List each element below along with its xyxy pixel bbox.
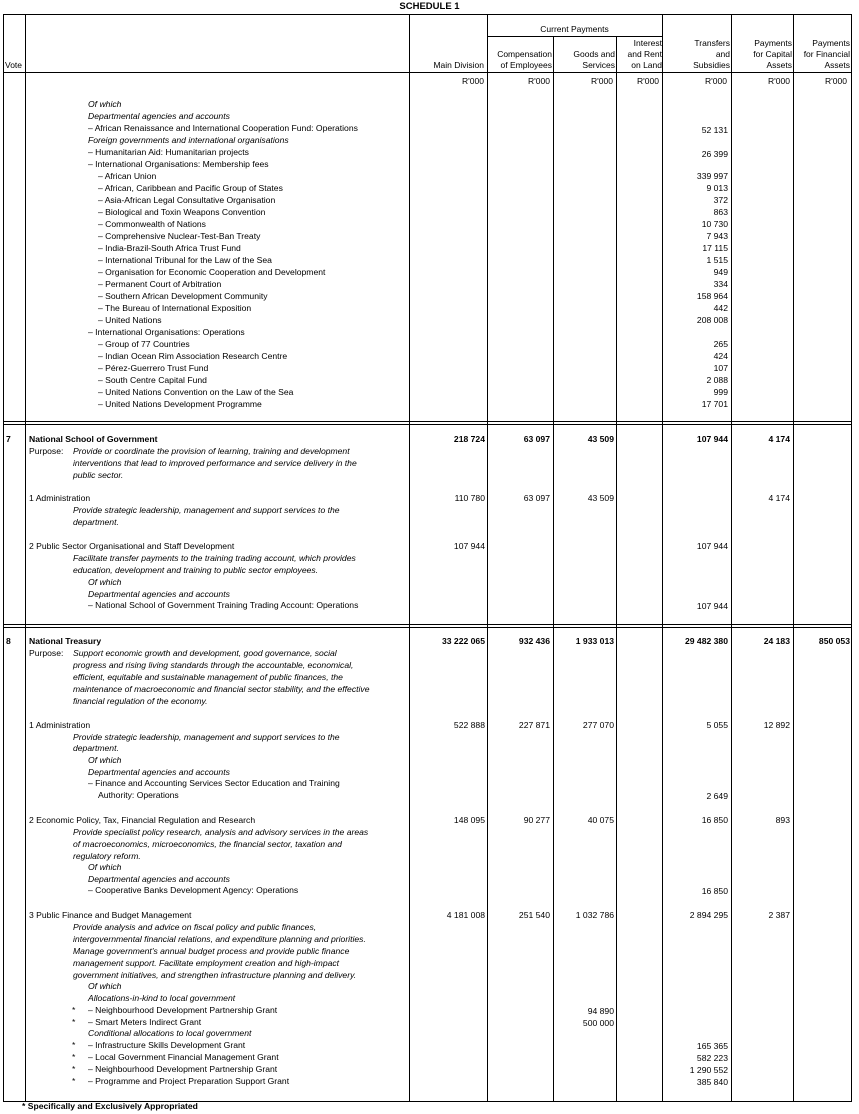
header-line: Goods and — [573, 49, 615, 59]
programme-description: of macroeconomics, microeconomics, the financial sector, taxation and — [73, 839, 342, 849]
amount-transfers: 107 944 — [696, 541, 728, 551]
header-line: Transfers — [694, 38, 730, 48]
unit-label: R'000 — [637, 76, 659, 86]
line-item: – United Nations Convention on the Law of the Sea — [98, 387, 294, 397]
category-label: Foreign governments and international organisations — [88, 135, 289, 145]
category-label: Departmental agencies and accounts — [88, 589, 230, 599]
header-line: Assets — [766, 60, 792, 70]
line-item: – Pérez-Guerrero Trust Fund — [98, 363, 209, 373]
line-item: – Smart Meters Indirect Grant — [88, 1017, 202, 1027]
amount-transfers: 158 964 — [696, 291, 728, 301]
category-label: Conditional allocations to local government — [88, 1028, 252, 1038]
vote-number: 8 — [6, 636, 11, 646]
amount-compensation: 63 097 — [523, 434, 550, 444]
header-line: Assets — [824, 60, 850, 70]
line-item: – The Bureau of International Exposition — [98, 303, 252, 313]
unit-label: R'000 — [705, 76, 727, 86]
programme-description: department. — [73, 517, 119, 527]
line-item: – African, Caribbean and Pacific Group of States — [98, 183, 283, 193]
line-item: – Local Government Financial Management Grant — [88, 1052, 279, 1062]
of-which-label: Of which — [88, 577, 122, 587]
amount-main-division: 148 095 — [453, 815, 485, 825]
amount-transfers: 339 997 — [696, 171, 728, 181]
unit-label: R'000 — [528, 76, 550, 86]
footnote: * Specifically and Exclusively Appropriated — [22, 1101, 198, 1111]
amount-goods-services: 500 000 — [582, 1018, 614, 1028]
programme-name: 2 Economic Policy, Tax, Financial Regulation and Research — [29, 815, 256, 825]
col-divider — [553, 36, 554, 1102]
line-item: – African Union — [98, 171, 157, 181]
category-label: Departmental agencies and accounts — [88, 874, 230, 884]
header-line: Payments — [754, 38, 792, 48]
amount-transfers: 9 013 — [706, 183, 728, 193]
line-item: – African Renaissance and International Cooperation Fund: Operations — [88, 123, 358, 133]
line-item: – Permanent Court of Arbitration — [98, 279, 222, 289]
amount-transfers: 17 701 — [701, 399, 728, 409]
vote-number: 7 — [6, 434, 11, 444]
amount-transfers: 949 — [713, 267, 728, 277]
purpose-text: Support economic growth and development, good governance, social — [73, 648, 337, 658]
col-divider — [793, 14, 794, 1102]
amount-transfers: 7 943 — [706, 231, 728, 241]
line-item: – International Organisations: Operations — [88, 327, 245, 337]
header-subrule — [487, 36, 662, 37]
purpose-label: Purpose: — [29, 446, 64, 456]
amount-transfers: 265 — [713, 339, 728, 349]
line-item: – Commonwealth of Nations — [98, 219, 206, 229]
header-line: and — [715, 49, 730, 59]
programme-description: Facilitate transfer payments to the training trading account, which provides — [73, 553, 356, 563]
line-item: – Neighbourhood Development Partnership Grant — [88, 1064, 278, 1074]
amount-goods-services: 43 509 — [587, 493, 614, 503]
col-divider — [409, 14, 410, 1102]
amount-capital-assets: 4 174 — [768, 493, 790, 503]
amount-compensation: 90 277 — [523, 815, 550, 825]
line-item: – Asia-African Legal Consultative Organisation — [98, 195, 276, 205]
amount-transfers: 52 131 — [701, 125, 728, 135]
amount-transfers: 107 944 — [696, 434, 728, 444]
programme-name: 2 Public Sector Organisational and Staff Development — [29, 541, 235, 551]
category-label: Of which — [88, 99, 122, 109]
header-goods-services — [554, 49, 615, 71]
amount-transfers: 372 — [713, 195, 728, 205]
line-item: – Humanitarian Aid: Humanitarian projects — [88, 147, 249, 157]
amount-capital-assets: 12 892 — [763, 720, 790, 730]
line-item: – South Centre Capital Fund — [98, 375, 207, 385]
line-item: – United Nations Development Programme — [98, 399, 262, 409]
header-interest-rent — [617, 38, 662, 71]
line-item: – International Organisations: Membership fees — [88, 159, 269, 169]
amount-compensation: 63 097 — [523, 493, 550, 503]
amount-transfers: 582 223 — [696, 1053, 728, 1063]
category-label: Departmental agencies and accounts — [88, 767, 230, 777]
programme-description: intergovernmental financial relations, and expenditure planning and priorities. — [73, 934, 366, 944]
purpose-text: progress and rising living standards through the accountable, economical, — [73, 660, 354, 670]
vote-name: National Treasury — [29, 636, 102, 646]
header-line: Interest — [633, 38, 662, 48]
line-item: – India-Brazil-South Africa Trust Fund — [98, 243, 241, 253]
of-which-label: Of which — [88, 755, 122, 765]
amount-main-division: 33 222 065 — [441, 636, 485, 646]
programme-description: Manage government's annual budget process and provide public finance — [73, 946, 350, 956]
amount-transfers: 16 850 — [701, 815, 728, 825]
purpose-text: efficient, equitable and sustainable management of public finances, the — [73, 672, 343, 682]
line-item: – Comprehensive Nuclear-Test-Ban Treaty — [98, 231, 261, 241]
amount-transfers: 26 399 — [701, 149, 728, 159]
category-label: Departmental agencies and accounts — [88, 111, 230, 121]
purpose-text: maintenance of macroeconomic and financial sector stability, and the effective — [73, 684, 370, 694]
col-divider — [731, 14, 732, 1102]
line-item: – United Nations — [98, 315, 162, 325]
programme-description: department. — [73, 743, 119, 753]
programme-description: Provide analysis and advice on fiscal policy and public finances, — [73, 922, 317, 932]
amount-transfers: 16 850 — [701, 886, 728, 896]
amount-transfers: 29 482 380 — [684, 636, 728, 646]
programme-name: 3 Public Finance and Budget Management — [29, 910, 192, 920]
vote-name: National School of Government — [29, 434, 158, 444]
amount-transfers: 334 — [713, 279, 728, 289]
programme-description: regulatory reform. — [73, 851, 141, 861]
line-item: – National School of Government Training Trading Account: Operations — [88, 600, 359, 610]
amount-transfers: 17 115 — [702, 243, 728, 253]
appropriation-marker: * — [72, 1064, 76, 1074]
programme-description: Provide strategic leadership, management and support services to the — [73, 732, 340, 742]
purpose-text: public sector. — [73, 470, 124, 480]
appropriation-marker: * — [72, 1076, 76, 1086]
of-which-label: Of which — [88, 981, 122, 991]
line-item: – Organisation for Economic Cooperation and Development — [98, 267, 326, 277]
programme-name: 1 Administration — [29, 720, 91, 730]
line-item: – Southern African Development Community — [98, 291, 268, 301]
header-vote: Vote — [5, 60, 23, 70]
purpose-text: financial regulation of the economy. — [73, 696, 208, 706]
amount-transfers: 1 515 — [706, 255, 728, 265]
amount-transfers: 208 008 — [696, 315, 728, 325]
amount-transfers: 2 088 — [706, 375, 728, 385]
appropriation-marker: * — [72, 1040, 76, 1050]
line-item: Authority: Operations — [98, 790, 179, 800]
amount-transfers: 165 365 — [696, 1041, 728, 1051]
header-rule — [3, 72, 852, 73]
amount-transfers: 107 — [713, 363, 728, 373]
header-main-division: Main Division — [433, 60, 484, 70]
amount-financial-assets: 850 053 — [818, 636, 850, 646]
of-which-label: Of which — [88, 862, 122, 872]
line-item: – Finance and Accounting Services Sector Education and Training — [88, 778, 340, 788]
appropriation-marker: * — [72, 1052, 76, 1062]
header-line: of Employees — [500, 60, 552, 70]
purpose-text: interventions that lead to improved performance and service delivery in the — [73, 458, 357, 468]
header-line: Services — [582, 60, 615, 70]
header-line: Payments — [812, 38, 850, 48]
line-item: – Group of 77 Countries — [98, 339, 190, 349]
line-item: – Cooperative Banks Development Agency: Operations — [88, 885, 299, 895]
vote-separator — [3, 421, 852, 425]
schedule-title: SCHEDULE 1 — [399, 1, 460, 12]
header-current-payments: Current Payments — [540, 24, 609, 34]
amount-capital-assets: 4 174 — [768, 434, 790, 444]
line-item: – Infrastructure Skills Development Grant — [88, 1040, 246, 1050]
header-capital-assets — [732, 38, 792, 71]
header-line: on Land — [631, 60, 662, 70]
amount-goods-services: 277 070 — [582, 720, 614, 730]
purpose-text: Provide or coordinate the provision of learning, training and development — [73, 446, 350, 456]
col-divider — [662, 14, 663, 1102]
col-divider — [25, 14, 26, 1102]
programme-description: management support. Facilitate employment creation and high-impact — [73, 958, 340, 968]
amount-main-division: 4 181 008 — [446, 910, 485, 920]
unit-label: R'000 — [768, 76, 790, 86]
amount-compensation: 227 871 — [518, 720, 550, 730]
programme-description: Provide strategic leadership, management and support services to the — [73, 505, 340, 515]
header-line: for Financial — [803, 49, 850, 59]
vote-separator — [3, 624, 852, 628]
programme-description: education, development and training to public sector employees. — [73, 565, 319, 575]
amount-main-division: 110 780 — [454, 493, 485, 503]
amount-transfers: 442 — [713, 303, 728, 313]
amount-transfers: 863 — [713, 207, 728, 217]
amount-main-division: 107 944 — [453, 541, 485, 551]
amount-goods-services: 1 032 786 — [575, 910, 614, 920]
col-divider — [487, 14, 488, 1102]
amount-transfers: 2 894 295 — [689, 910, 728, 920]
programme-description: government initiatives, and strengthen infrastructure planning and delivery. — [73, 970, 357, 980]
amount-compensation: 932 436 — [518, 636, 550, 646]
amount-goods-services: 1 933 013 — [575, 636, 614, 646]
amount-transfers: 5 055 — [706, 720, 728, 730]
amount-transfers: 424 — [713, 351, 728, 361]
line-item: – Neighbourhood Development Partnership Grant — [88, 1005, 278, 1015]
line-item: – Indian Ocean Rim Association Research Centre — [98, 351, 288, 361]
amount-transfers: 385 840 — [696, 1077, 728, 1087]
header-line: for Capital — [753, 49, 792, 59]
header-financial-assets — [794, 38, 850, 71]
amount-capital-assets: 24 183 — [763, 636, 790, 646]
appropriation-marker: * — [72, 1005, 76, 1015]
header-line: Compensation — [497, 49, 552, 59]
amount-transfers: 999 — [713, 387, 728, 397]
amount-goods-services: 43 509 — [587, 434, 614, 444]
programme-name: 1 Administration — [29, 493, 91, 503]
amount-capital-assets: 2 387 — [768, 910, 790, 920]
line-item: – Biological and Toxin Weapons Convention — [98, 207, 266, 217]
amount-goods-services: 94 890 — [587, 1006, 614, 1016]
amount-compensation: 251 540 — [518, 910, 550, 920]
col-divider — [616, 36, 617, 1102]
amount-goods-services: 40 075 — [587, 815, 614, 825]
amount-transfers: 2 649 — [706, 791, 728, 801]
header-transfers — [663, 38, 730, 71]
line-item: – Programme and Project Preparation Support Grant — [88, 1076, 290, 1086]
purpose-label: Purpose: — [29, 648, 64, 658]
amount-transfers: 10 730 — [701, 219, 728, 229]
category-label: Allocations-in-kind to local government — [88, 993, 236, 1003]
amount-transfers: 107 944 — [696, 601, 728, 611]
amount-capital-assets: 893 — [775, 815, 790, 825]
unit-label: R'000 — [591, 76, 613, 86]
header-compensation — [488, 49, 552, 71]
unit-label: R'000 — [825, 76, 847, 86]
amount-transfers: 1 290 552 — [689, 1065, 728, 1075]
header-line: and Rent — [627, 49, 662, 59]
amount-main-division: 522 888 — [453, 720, 485, 730]
amount-main-division: 218 724 — [453, 434, 485, 444]
line-item: – International Tribunal for the Law of the Sea — [98, 255, 272, 265]
appropriation-marker: * — [72, 1017, 76, 1027]
unit-label: R'000 — [462, 76, 484, 86]
programme-description: Provide specialist policy research, analysis and advisory services in the areas — [73, 827, 369, 837]
header-line: Subsidies — [693, 60, 730, 70]
